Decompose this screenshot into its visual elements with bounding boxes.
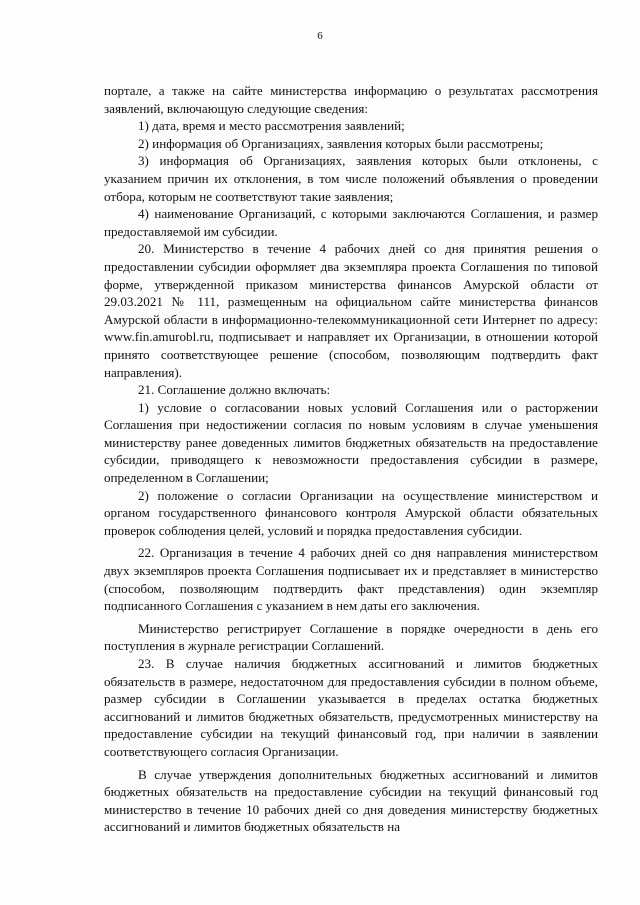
page-number: 6 <box>317 30 323 42</box>
list-item-2: 2) информация об Организациях, заявления которых были рассмотрены; <box>138 135 544 151</box>
paragraph-additional-allocations: В случае утверждения дополнительных бюджетных ассигнований и лимитов бюджетных обязательств на предоставление субсидии на текущий финансовый год министерство в течение 10 рабочих дней со дня доведения министерству бюджетных ассигнований и лимитов бюджетных обязательств на <box>104 766 598 835</box>
paragraph-20: 20. Министерство в течение 4 рабочих дней со дня принятия решения о предоставлении субсидии оформляет два экземпляра проекта Соглашения по типовой форме, утвержденной приказом министерства финансов Амурской области от 29.03.2021 № 111, размещенным на официальном сайте министерства финансов Амурской области в информационно-телекоммуникационной сети Интернет по адресу: www.fin.amurobl.ru, подписывает и направляет их Организации, в отношении которой принято соответствующее решение (способом, позволяющим подтвердить факт направления). <box>104 241 598 380</box>
document-body <box>104 82 598 836</box>
list-item-3: 3) информация об Организациях, заявления которых были отклонены, с указанием причин их отклонения, в том числе положений объявления о проведении отбора, которым не соответствуют такие заявления; <box>104 153 598 204</box>
list-item-4: 4) наименование Организаций, с которыми заключаются Соглашения, и размер предоставляемой им субсидии. <box>104 206 598 239</box>
paragraph-22: 22. Организация в течение 4 рабочих дней со дня направления министерством двух экземпляров проекта Соглашения подписывает их и представляет в министерство (способом, позволяющим подтвердить факт представления) один экземпляр подписанного Соглашения с указанием в нем даты его заключения. <box>104 545 598 614</box>
paragraph-21: 21. Соглашение должно включать: <box>138 382 331 398</box>
paragraph-21-item-1: 1) условие о согласовании новых условий Соглашения или о расторжении Соглашения при недостижении согласия по новым условиям в случае уменьшения министерству ранее доведенных лимитов бюджетных обязательств на предоставление субсидии, приводящего к невозможности предоставления субсидии в размере, определенном в Соглашении; <box>104 399 598 486</box>
paragraph-registration: Министерство регистрирует Соглашение в порядке очередности в день его поступления в журнале регистрации Соглашений. <box>104 620 598 654</box>
list-item-1: 1) дата, время и место рассмотрения заявлений; <box>138 118 405 134</box>
paragraph-results-intro: порталe, а также на сайте министерства информацию о результатах рассмотрения заявлений, включающую следующие сведения: <box>104 83 598 116</box>
paragraph-23: 23. В случае наличия бюджетных ассигнований и лимитов бюджетных обязательств в размере, недостаточном для предоставления субсидии в полном объеме, размер субсидии в Соглашении указывается в пределах остатка бюджетных ассигнований и лимитов бюджетных обязательств, предусмотренных министерству на предоставление субсидии на текущий финансовый год, при наличии в заявлении соответствующего согласия Организации. <box>104 656 598 759</box>
paragraph-21-item-2: 2) положение о согласии Организации на осуществление министерством и органом государственного финансового контроля Амурской области обязательных проверок соблюдения целей, условий и порядка предоставления субсидии. <box>104 487 598 538</box>
